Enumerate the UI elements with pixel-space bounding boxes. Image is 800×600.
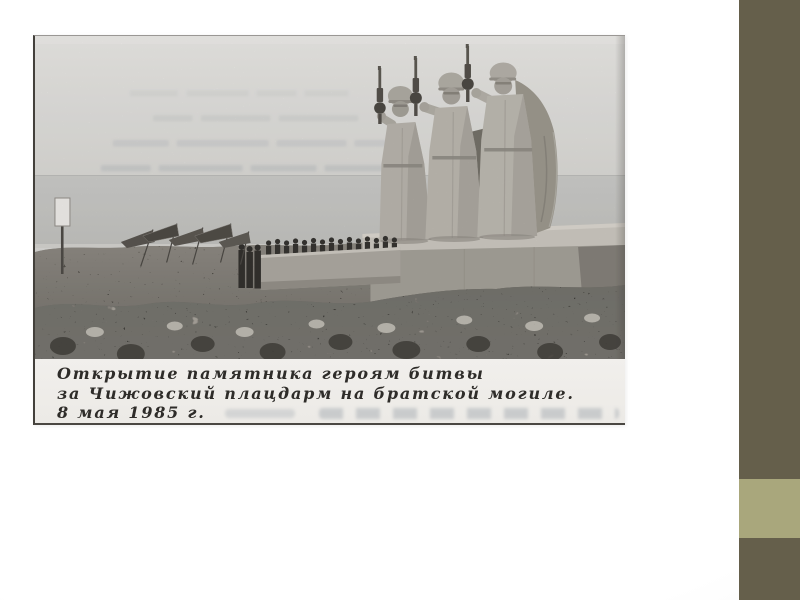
right-sidebar-decoration	[739, 0, 800, 600]
caption-line-1: Открытие памятника героям битвы	[57, 364, 485, 383]
monument-photo	[35, 36, 625, 359]
caption-line-3: 8 мая 1985 г.	[57, 403, 206, 422]
sidebar-accent-band	[739, 479, 800, 538]
bleedthrough-smudge	[319, 408, 619, 419]
bleedthrough-smudge	[225, 409, 295, 418]
historic-photo-figure	[33, 35, 625, 425]
photo-grain	[35, 36, 625, 359]
monument-photo-art	[35, 36, 625, 359]
caption-line-2: за Чижовский плацдарм на братской могиле.	[57, 383, 575, 403]
photo-caption	[35, 359, 625, 423]
